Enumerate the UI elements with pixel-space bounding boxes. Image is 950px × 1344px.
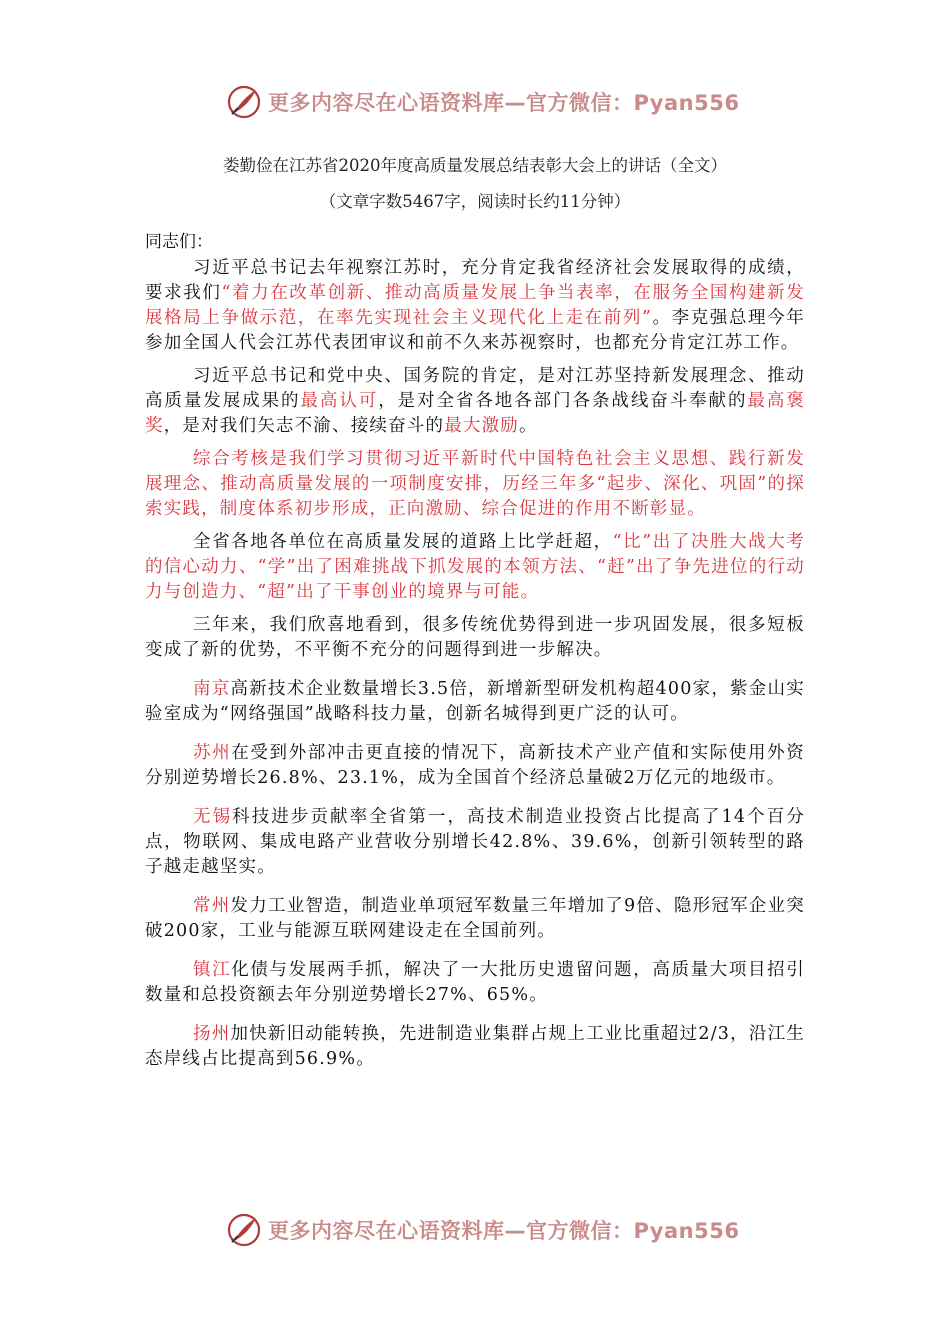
footer-banner [0, 1210, 950, 1250]
body-text: 科技进步贡献率全省第一，高技术制造业投资占比提高了14个百分点，物联网、集成电路产业营收分别增长42.8%、39.6%，创新引领转型的路子越走越坚实。 [145, 807, 805, 877]
body-text: 在受到外部冲击更直接的情况下，高新技术产业产值和实际使用外资分别逆势增长26.8%、23.1%，成为全国首个经济总量破2万亿元的地级市。 [145, 743, 805, 788]
header-banner [0, 82, 950, 122]
highlight-text: 镇江 [193, 960, 232, 980]
body-text: 发力工业智造，制造业单项冠军数量三年增加了9倍、隐形冠军企业突破200家，工业与能源互联网建设走在全国前列。 [145, 896, 805, 941]
paragraph [145, 1022, 805, 1072]
speech-body [145, 256, 805, 1086]
highlight-text: 最大激励 [444, 416, 520, 436]
highlight-text: 最高认可 [300, 391, 379, 411]
paragraph [145, 894, 805, 944]
document-title: 娄勤俭在江苏省2020年度高质量发展总结表彰大会上的讲话（全文） [223, 156, 727, 175]
body-text: 。李克强总理今年参加全国人代会江苏代表团审议和前不久来苏视察时，也都充分肯定江苏工作。 [145, 308, 805, 353]
body-text: 。 [519, 416, 538, 436]
highlight-text: 常州 [193, 896, 231, 916]
highlight-text: 最高褒奖 [145, 391, 805, 436]
highlight-text: 综合考核是我们学习贯彻习近平新时代中国特色社会主义思想、践行新发展理念、推动高质量发展的一项制度安排，历经三年多“起步、深化、巩固”的探索实践，制度体系初步形成，正向激励、综合促进的作用不断彰显。 [145, 449, 805, 519]
body-text: 三年来，我们欣喜地看到，很多传统优势得到进一步巩固发展，很多短板变成了新的优势，不平衡不充分的问题得到进一步解决。 [145, 615, 805, 660]
paragraph [145, 447, 805, 522]
body-text: 习近平总书记和党中央、国务院的肯定，是对江苏坚持新发展理念、推动高质量发展成果的 [145, 366, 805, 411]
body-text: 化债与发展两手抓，解决了一大批历史遗留问题，高质量大项目招引数量和总投资额去年分别逆势增长27%、65%。 [145, 960, 805, 1005]
highlight-text: “比”出了决胜大战大考的信心动力、“学”出了困难挑战下抓发展的本领方法、“赶”出了争先进位的行动力与创造力、“超”出了干事创业的境界与可能。 [145, 532, 805, 602]
document-subtitle: （文章字数5467字，阅读时长约11分钟） [319, 192, 631, 211]
paragraph [145, 364, 805, 439]
paragraph [145, 741, 805, 791]
paragraph [145, 677, 805, 727]
highlight-text: 南京 [193, 679, 231, 699]
body-text: 全省各地各单位在高质量发展的道路上比学赶超， [193, 532, 613, 552]
paragraph [145, 530, 805, 605]
highlight-text: 苏州 [193, 743, 232, 763]
banner-text: 更多内容尽在心语资料库—官方微信：Pyan556 [268, 1219, 740, 1243]
quill-logo-icon [226, 1212, 262, 1248]
body-text: ，是对我们矢志不渝、接续奋斗的 [163, 416, 445, 436]
body-text: 高新技术企业数量增长3.5倍，新增新型研发机构超400家，紫金山实验室成为“网络强国”战略科技力量，创新名城得到更广泛的认可。 [145, 679, 805, 724]
body-text: 加快新旧动能转换，先进制造业集群占规上工业比重超过2/3，沿江生态岸线占比提高到56.9%。 [145, 1024, 805, 1069]
body-text: 习近平总书记去年视察江苏时，充分肯定我省经济社会发展取得的成绩，要求我们 [145, 258, 805, 303]
highlight-text: 扬州 [193, 1024, 231, 1044]
paragraph [145, 256, 805, 356]
paragraph [145, 805, 805, 880]
greeting: 同志们： [145, 232, 213, 252]
paragraph [145, 613, 805, 663]
highlight-text: “着力在改革创新、推动高质量发展上争当表率，在服务全国构建新发展格局上争做示范，在率先实现社会主义现代化上走在前列” [145, 283, 805, 328]
banner-text: 更多内容尽在心语资料库—官方微信：Pyan556 [268, 91, 740, 115]
paragraph [145, 958, 805, 1008]
body-text: ，是对全省各地各部门各条战线奋斗奉献的 [378, 391, 748, 411]
highlight-text: 无锡 [193, 807, 233, 827]
quill-logo-icon [226, 84, 262, 120]
